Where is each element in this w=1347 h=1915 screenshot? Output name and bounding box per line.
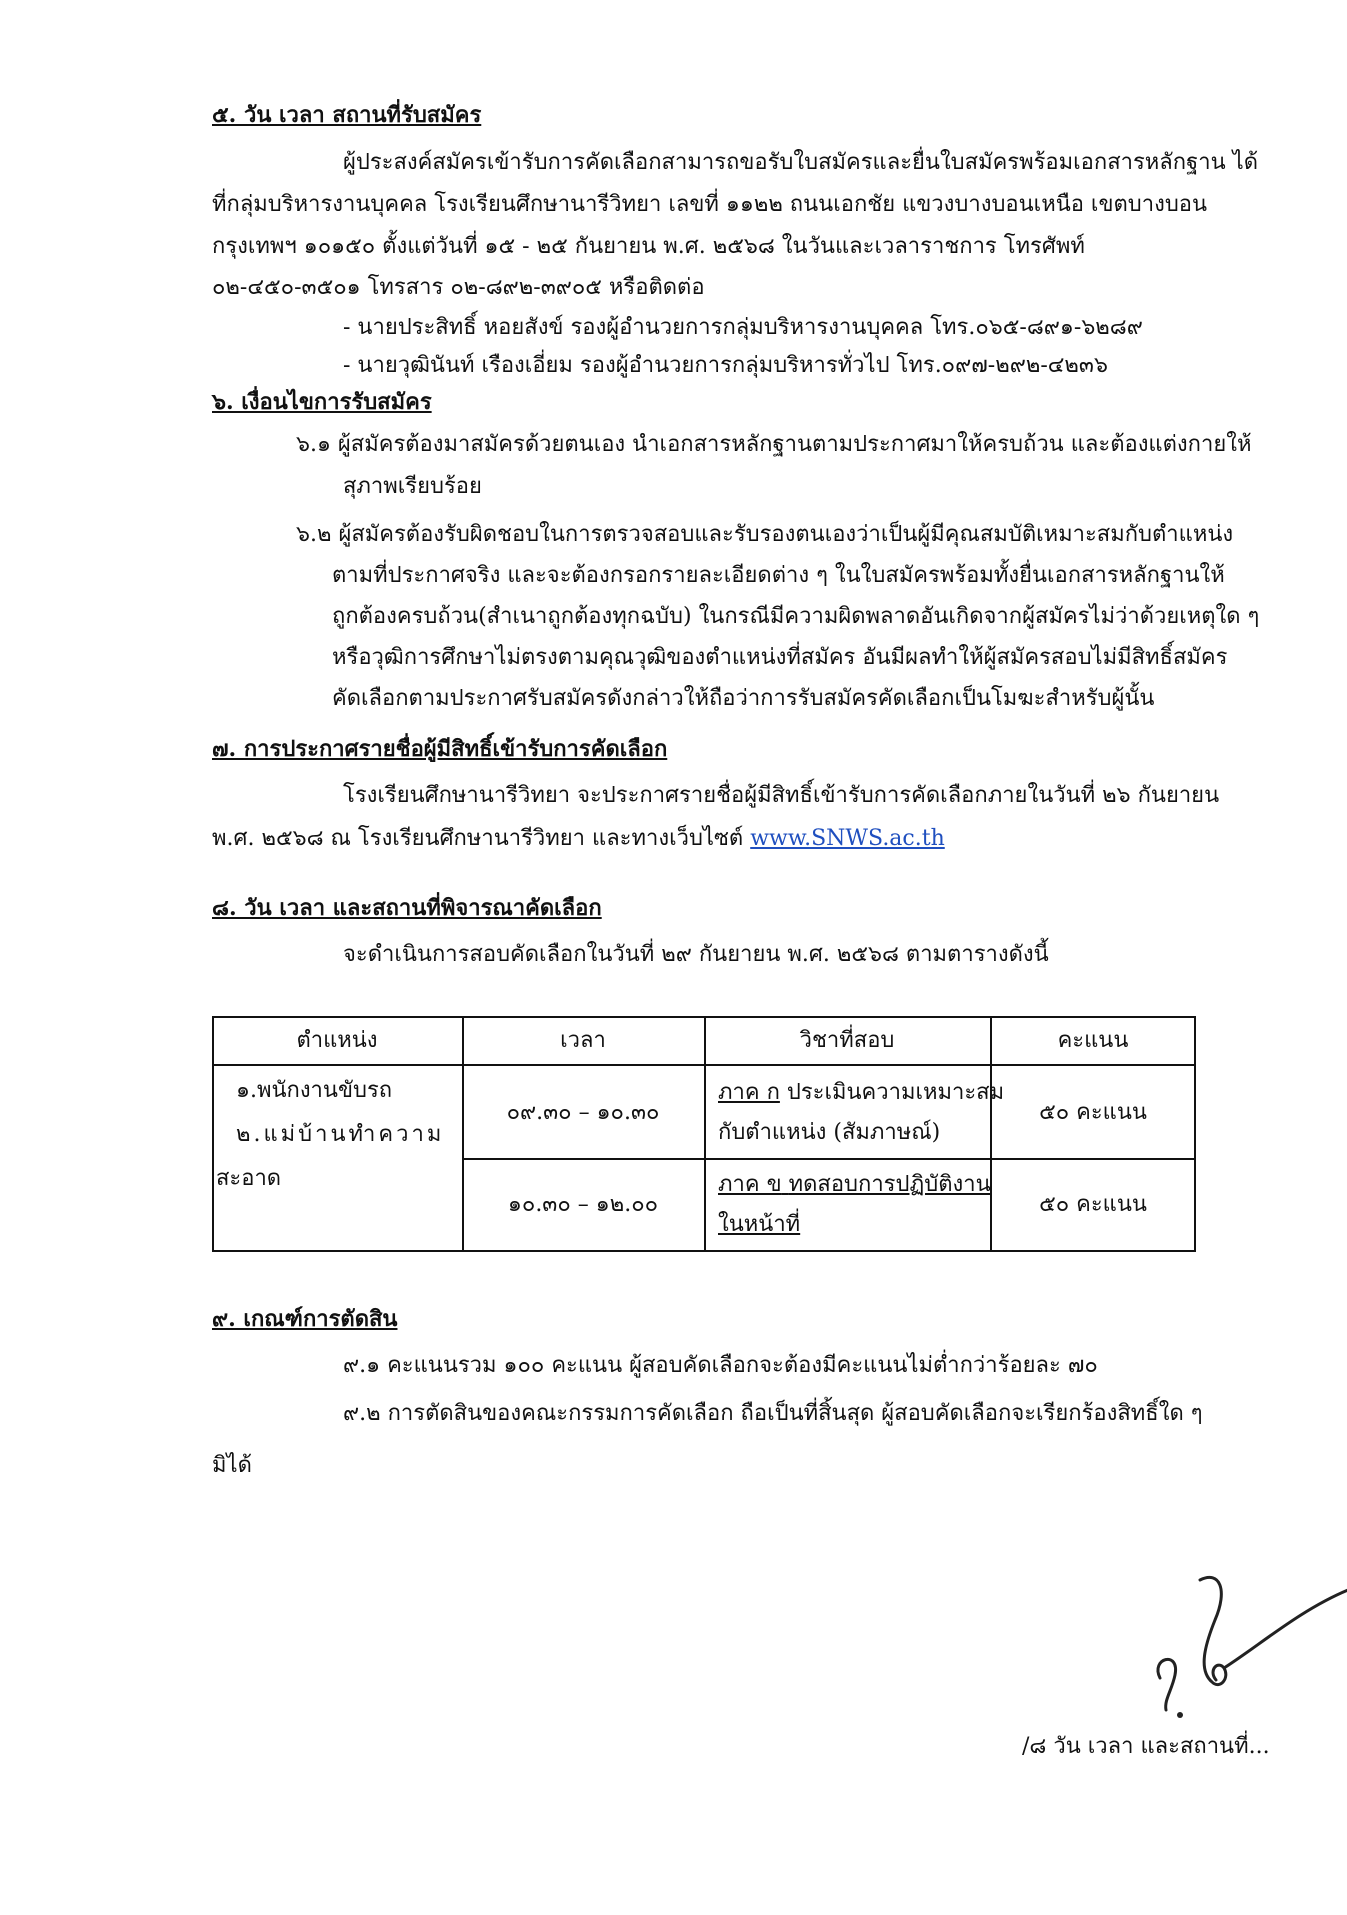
condition-item-continued: หรือวุฒิการศึกษาไม่ตรงตามคุณวุฒิของตำแหน่งที่สมัคร อันมีผลทำให้ผู้สมัครสอบไม่มีสิทธิ์สมัคร [332, 645, 1228, 670]
table-row-time: ๐๙.๓๐ – ๑๐.๓๐ [506, 1100, 660, 1125]
section-5-paragraph-line: ที่กลุ่มบริหารงานบุคคล โรงเรียนศึกษานารีวิทยา เลขที่ ๑๑๒๒ ถนนเอกชัย แขวงบางบอนเหนือ เขตบางบอน [212, 192, 1208, 217]
section-5-paragraph-line: ๐๒-๔๕๐-๓๕๐๑ โทรสาร ๐๒-๘๙๒-๓๙๐๕ หรือติดต่อ [212, 275, 705, 300]
criteria-item: ๙.๑ คะแนนรวม ๑๐๐ คะแนน ผู้สอบคัดเลือกจะต้องมีคะแนนไม่ต่ำกว่าร้อยละ ๗๐ [343, 1353, 1098, 1378]
website-link[interactable]: www.SNWS.ac.th [750, 826, 945, 851]
condition-item-continued: ถูกต้องครบถ้วน(สำเนาถูกต้องทุกฉบับ) ในกรณีมีความผิดพลาดอันเกิดจากผู้สมัครไม่ว่าด้วยเหตุใด ๆ [332, 604, 1260, 629]
continuation-note: /๘ วัน เวลา และสถานที่... [1022, 1734, 1270, 1759]
section-5-heading: ๕. วัน เวลา สถานที่รับสมัคร [212, 102, 482, 128]
exam-part-label: ภาค ก [718, 1080, 780, 1105]
table-position-line: สะอาด [216, 1166, 282, 1191]
exam-part-title: ประเมินความเหมาะสม [786, 1080, 1005, 1105]
exam-schedule-table [212, 1016, 1196, 1252]
table-row-subject [718, 1172, 991, 1198]
handwritten-signature [1120, 1550, 1347, 1720]
section-6-heading: ๖. เงื่อนไขการรับสมัคร [212, 389, 432, 415]
contact-line: - นายวุฒินันท์ เรืองเอี่ยม รองผู้อำนวยการกลุ่มบริหารทั่วไป โทร.๐๙๗-๒๙๒-๔๒๓๖ [343, 353, 1108, 378]
table-row-score: ๕๐ คะแนน [1039, 1192, 1147, 1217]
criteria-item: ๙.๒ การตัดสินของคณะกรรมการคัดเลือก ถือเป็นที่สิ้นสุด ผู้สอบคัดเลือกจะเรียกร้องสิทธิ์ใด ๆ [343, 1401, 1203, 1426]
exam-part-title: ทดสอบการปฏิบัติงาน [788, 1172, 991, 1197]
condition-item-continued: คัดเลือกตามประกาศรับสมัครดังกล่าวให้ถือว่าการรับสมัครคัดเลือกเป็นโมฆะสำหรับผู้นั้น [332, 686, 1155, 711]
table-header-time: เวลา [560, 1028, 606, 1053]
section-5-paragraph-line: กรุงเทพฯ ๑๐๑๕๐ ตั้งแต่วันที่ ๑๕ - ๒๕ กันยายน พ.ศ. ๒๕๖๘ ในวันและเวลาราชการ โทรศัพท์ [212, 234, 1085, 259]
section-8-heading: ๘. วัน เวลา และสถานที่พิจารณาคัดเลือก [212, 895, 602, 921]
table-position-line: ๒.แม่บ้านทำความ [236, 1122, 445, 1147]
table-row-subject [718, 1080, 1004, 1106]
condition-item: ๖.๒ ผู้สมัครต้องรับผิดชอบในการตรวจสอบและรับรองตนเองว่าเป็นผู้มีคุณสมบัติเหมาะสมกับตำแหน่ง [296, 522, 1234, 547]
contact-line: - นายประสิทธิ์ หอยสังข์ รองผู้อำนวยการกลุ่มบริหารงานบุคคล โทร.๐๖๕-๘๙๑-๖๒๘๙ [343, 315, 1143, 340]
table-header-subject: วิชาที่สอบ [799, 1028, 895, 1053]
table-border [462, 1158, 1196, 1160]
announcement-line: โรงเรียนศึกษานารีวิทยา จะประกาศรายชื่อผู้มีสิทธิ์เข้ารับการคัดเลือกภายในวันที่ ๒๖ กันยายน [343, 783, 1220, 808]
section-9-heading: ๙. เกณฑ์การตัดสิน [212, 1306, 398, 1332]
exam-part-label: ภาค ข [718, 1172, 782, 1197]
condition-item: ๖.๑ ผู้สมัครต้องมาสมัครด้วยตนเอง นำเอกสารหลักฐานตามประกาศมาให้ครบถ้วน และต้องแต่งกายให้ [296, 432, 1252, 457]
table-row-time: ๑๐.๓๐ – ๑๒.๐๐ [507, 1192, 659, 1217]
announcement-text: พ.ศ. ๒๕๖๘ ณ โรงเรียนศึกษานารีวิทยา และทางเว็บไซต์ [212, 826, 744, 851]
table-header-position: ตำแหน่ง [296, 1028, 378, 1053]
section-7-heading: ๗. การประกาศรายชื่อผู้มีสิทธิ์เข้ารับการคัดเลือก [212, 736, 668, 762]
criteria-item-continued: มิได้ [212, 1453, 252, 1478]
condition-item-continued: สุภาพเรียบร้อย [343, 474, 482, 499]
table-row-score: ๕๐ คะแนน [1039, 1100, 1147, 1125]
exam-schedule-intro: จะดำเนินการสอบคัดเลือกในวันที่ ๒๙ กันยายน พ.ศ. ๒๕๖๘ ตามตารางดังนี้ [343, 942, 1049, 967]
table-row-subject-continued: ในหน้าที่ [718, 1212, 801, 1237]
table-header-score: คะแนน [1057, 1028, 1129, 1053]
table-row-subject-continued: กับตำแหน่ง (สัมภาษณ์) [718, 1120, 941, 1145]
announcement-line [212, 826, 945, 852]
table-position-line: ๑.พนักงานขับรถ [236, 1078, 393, 1103]
condition-item-continued: ตามที่ประกาศจริง และจะต้องกรอกรายละเอียดต่าง ๆ ในใบสมัครพร้อมทั้งยื่นเอกสารหลักฐานให้ [332, 563, 1225, 588]
section-5-paragraph-line: ผู้ประสงค์สมัครเข้ารับการคัดเลือกสามารถขอรับใบสมัครและยื่นใบสมัครพร้อมเอกสารหลักฐาน ได้ [343, 150, 1258, 175]
